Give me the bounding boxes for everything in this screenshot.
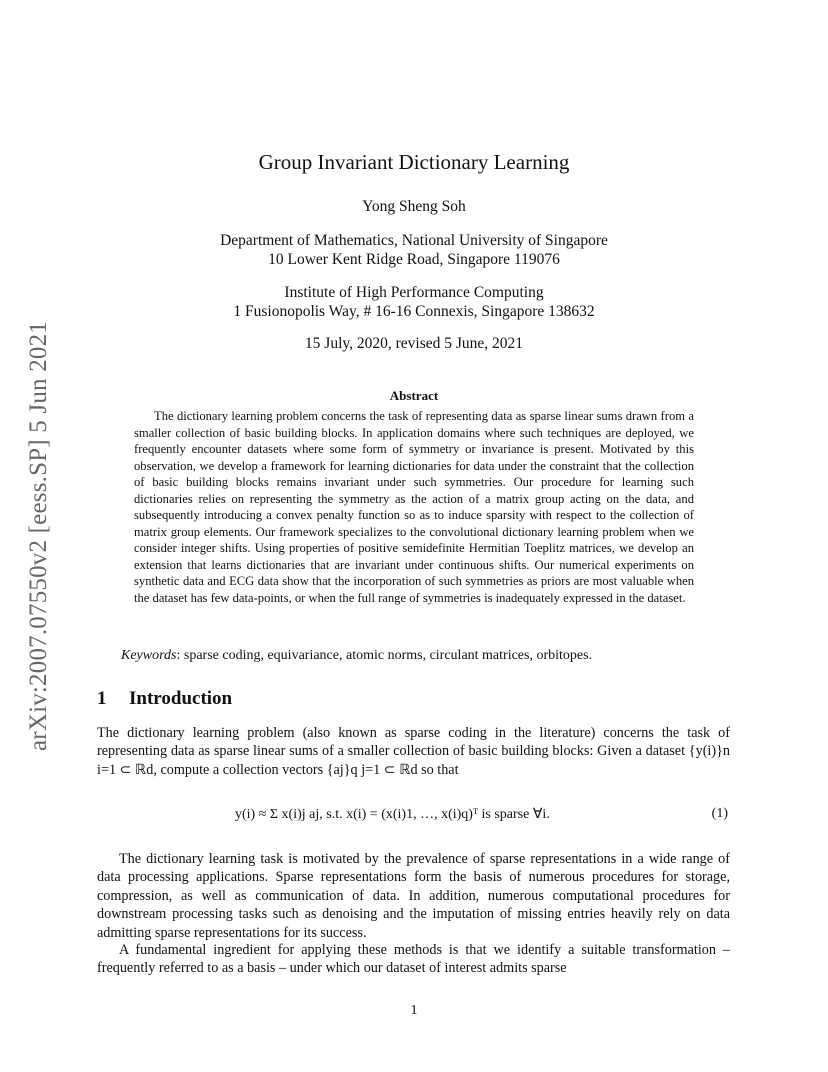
section-title: Introduction xyxy=(129,688,233,709)
abstract-heading: Abstract xyxy=(389,388,439,403)
equation-1-body: y(i) ≈ Σ x(i)j aj, s.t. x(i) = (x(i)1, …, x(i)q)ᵀ is sparse ∀i. xyxy=(235,807,550,822)
keywords-text: : sparse coding, equivariance, atomic norms, circulant matrices, orbitopes. xyxy=(176,648,593,663)
keywords xyxy=(121,648,592,664)
arxiv-identifier xyxy=(14,296,64,776)
intro-paragraph-1-end: so that xyxy=(421,761,459,778)
author-name: Yong Sheng Soh xyxy=(362,198,466,215)
affiliation-2-line-1: Institute of High Performance Computing xyxy=(284,284,544,301)
affiliation-1-line-1: Department of Mathematics, National University of Singapore xyxy=(220,232,608,249)
intro-paragraph-1-text: The dictionary learning problem (also known as sparse coding in the literature) concerns the task of representing data as sparse linear sums of a smaller collection of basic building blocks: Given a dataset xyxy=(97,725,730,760)
keywords-label: Keywords xyxy=(121,648,177,663)
dictionary-set-notation: {aj}q j=1 ⊂ ℝd xyxy=(326,761,418,778)
arxiv-identifier-text: arXiv:2007.07550v2 [eess.SP] 5 Jun 2021 xyxy=(25,320,52,752)
section-heading xyxy=(97,688,232,710)
paper-title: Group Invariant Dictionary Learning xyxy=(258,150,570,174)
intro-paragraph-2: The dictionary learning task is motivated by the prevalence of sparse representations in a wide range of data processing applications. Sparse representations form the basis of numerous procedures for storage, compression, as well as communication of data. In addition, numerous computational procedures for downstream processing tasks such as denoising and the imputation of missing entries heavily rely on data admitting sparse representations for its success. xyxy=(97,851,730,941)
intro-paragraph-3: A fundamental ingredient for applying these methods is that we identify a suitable transformation – frequently referred to as a basis – under which our dataset of interest admits sparse xyxy=(97,942,730,977)
paper-date: 15 July, 2020, revised 5 June, 2021 xyxy=(304,335,524,352)
affiliation-1-line-2: 10 Lower Kent Ridge Road, Singapore 119076 xyxy=(268,251,560,268)
equation-1 xyxy=(97,798,730,840)
intro-paragraph-1 xyxy=(97,724,730,779)
section-number: 1 xyxy=(97,688,107,709)
page-number: 1 xyxy=(410,1003,418,1018)
equation-1-tag: (1) xyxy=(711,806,728,821)
dataset-set-notation: {y(i)}n i=1 ⊂ ℝd xyxy=(97,743,730,778)
intro-paragraph-1-mid: , compute a collection vectors xyxy=(153,761,324,778)
abstract-text: The dictionary learning problem concerns the task of representing data as sparse linear sums drawn from a smaller collection of basic building blocks. In application domains where such techniques are deployed, we frequently encounter datasets where some form of symmetry or invariance is present. Motivated by this observation, we develop a framework for learning dictionaries for data under the constraint that the collection of basic building blocks remains invariant under such symmetries. Our procedure for learning such dictionaries relies on representing the symmetry as the action of a matrix group acting on the data, and subsequently introducing a convex penalty function so as to induce sparsity with respect to the collection of matrix group elements. Our framework specializes to the convolutional dictionary learning problem when we consider integer shifts. Using properties of positive semidefinite Hermitian Toeplitz matrices, we develop an extension that learns dictionaries that are invariant under continuous shifts. Our numerical experiments on synthetic data and ECG data show that the incorporation of such symmetries as priors are most valuable when the dataset has few data-points, or when the full range of symmetries is inadequately expressed in the dataset. xyxy=(134,409,694,605)
affiliation-2-line-2: 1 Fusionopolis Way, # 16-16 Connexis, Singapore 138632 xyxy=(233,303,595,320)
